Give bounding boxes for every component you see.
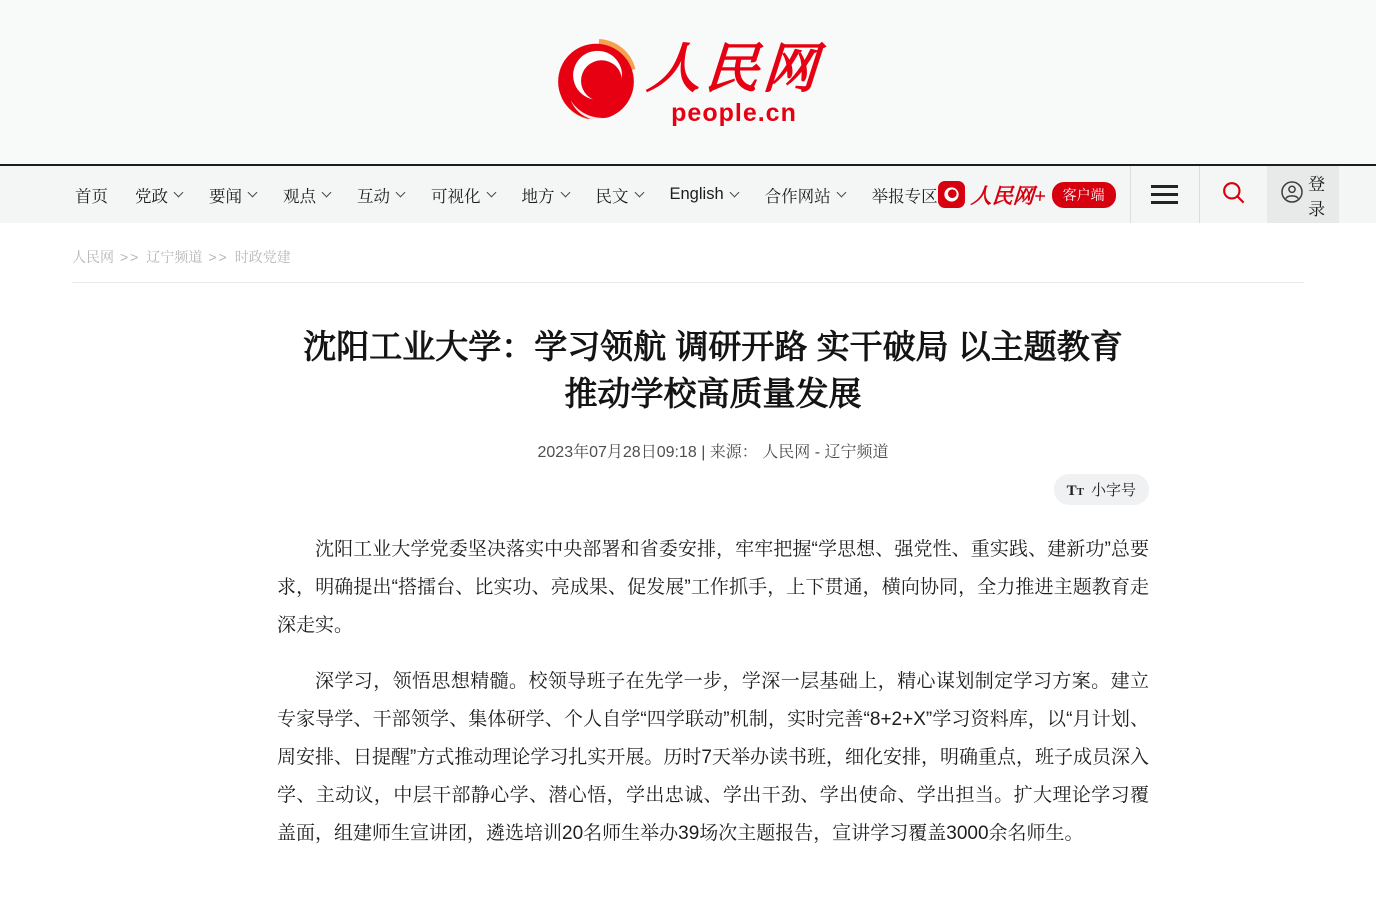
font-size-button[interactable] (1054, 474, 1149, 505)
menu-button[interactable] (1130, 185, 1199, 204)
login-label: 登录 (1308, 174, 1326, 219)
source-label: 来源： (709, 444, 758, 461)
text-size-icon: TT (1066, 483, 1084, 499)
breadcrumb-link[interactable]: 人民网 (72, 249, 114, 265)
content-area (72, 223, 1304, 853)
breadcrumb-link[interactable]: 辽宁频道 (146, 249, 203, 265)
people-app-icon (938, 181, 965, 208)
nav-item[interactable]: 首页 (75, 187, 108, 206)
nav-item[interactable]: 观点 (283, 183, 330, 207)
chevron-down-icon (560, 187, 570, 197)
article-body (277, 531, 1149, 853)
search-icon (1220, 179, 1247, 211)
main-nav (0, 166, 1376, 223)
app-brand-text: 人民网+ (969, 183, 1047, 208)
article-paragraph: 沈阳工业大学党委坚决落实中央部署和省委安排，牢牢把握“学思想、强党性、重实践、建新功”总要求，明确提出“搭擂台、比实功、亮成果、促发展”工作抓手，上下贯通，横向协同，全力推进主题教育走深走实。 (277, 539, 1149, 636)
chevron-down-icon (634, 187, 644, 197)
nav-item[interactable]: 要闻 (209, 183, 256, 207)
breadcrumb-link[interactable]: 时政党建 (234, 249, 291, 265)
nav-right-cluster (938, 166, 1339, 223)
chevron-down-icon (836, 187, 846, 197)
hamburger-icon (1151, 185, 1178, 188)
nav-item[interactable]: English (670, 185, 738, 204)
article-meta (277, 439, 1149, 462)
chevron-down-icon (322, 187, 332, 197)
article-paragraph: 深学习，领悟思想精髓。校领导班子在先学一步，学深一层基础上，精心谋划制定学习方案。建立专家导学、干部领学、集体研学、个人自学“四学联动”机制，实时完善“8+2+X”学习资料库，以“月计划、周安排、日提醒”方式推动理论学习扎实开展。历时7天举办读书班，细化安排，明确重点，班子成员深入学、主动议，中层干部静心学、潜心悟，学出忠诚、学出干劲、学出使命、学出担当。扩大理论学习覆盖面，组建师生宣讲团，遴选培训20名师生举办39场次主题报告，宣讲学习覆盖3000余名师生。 (277, 671, 1149, 844)
nav-item[interactable]: 合作网站 (765, 183, 845, 207)
chevron-down-icon (174, 187, 184, 197)
chevron-down-icon (729, 187, 739, 197)
meta-separator: | (701, 444, 706, 461)
login-button[interactable] (1267, 166, 1339, 223)
person-circle-icon (1280, 180, 1304, 209)
people-cn-globe-icon (555, 37, 637, 128)
chevron-down-icon (486, 187, 496, 197)
nav-item[interactable]: 互动 (357, 183, 404, 207)
breadcrumb-separator: >> (120, 249, 141, 265)
app-download-badge[interactable] (938, 180, 1116, 210)
nav-item[interactable]: 地方 (522, 183, 569, 207)
site-header (0, 0, 1376, 166)
nav-item[interactable]: 举报专区 (871, 187, 938, 206)
nav-item[interactable]: 党政 (135, 183, 182, 207)
font-size-label: 小字号 (1090, 482, 1136, 499)
article-date: 2023年07月28日09:18 (537, 444, 697, 461)
breadcrumb (72, 223, 1304, 283)
app-client-pill: 客户端 (1052, 182, 1116, 208)
brand-name-cn: 人民网 (644, 38, 824, 99)
chevron-down-icon (396, 187, 406, 197)
article-title: 沈阳工业大学：学习领航 调研开路 实干破局 以主题教育推动学校高质量发展 (303, 328, 1123, 412)
nav-items (75, 183, 938, 207)
nav-item[interactable]: 可视化 (431, 183, 495, 207)
source-link[interactable]: 人民网 - 辽宁频道 (762, 444, 889, 461)
site-logo[interactable] (555, 37, 824, 128)
article-toolbar (277, 474, 1149, 505)
article (277, 323, 1149, 853)
breadcrumb-separator: >> (208, 249, 229, 265)
chevron-down-icon (248, 187, 258, 197)
search-button[interactable] (1200, 179, 1267, 211)
brand-name-en: people.cn (671, 98, 797, 127)
nav-item[interactable]: 民文 (596, 183, 643, 207)
